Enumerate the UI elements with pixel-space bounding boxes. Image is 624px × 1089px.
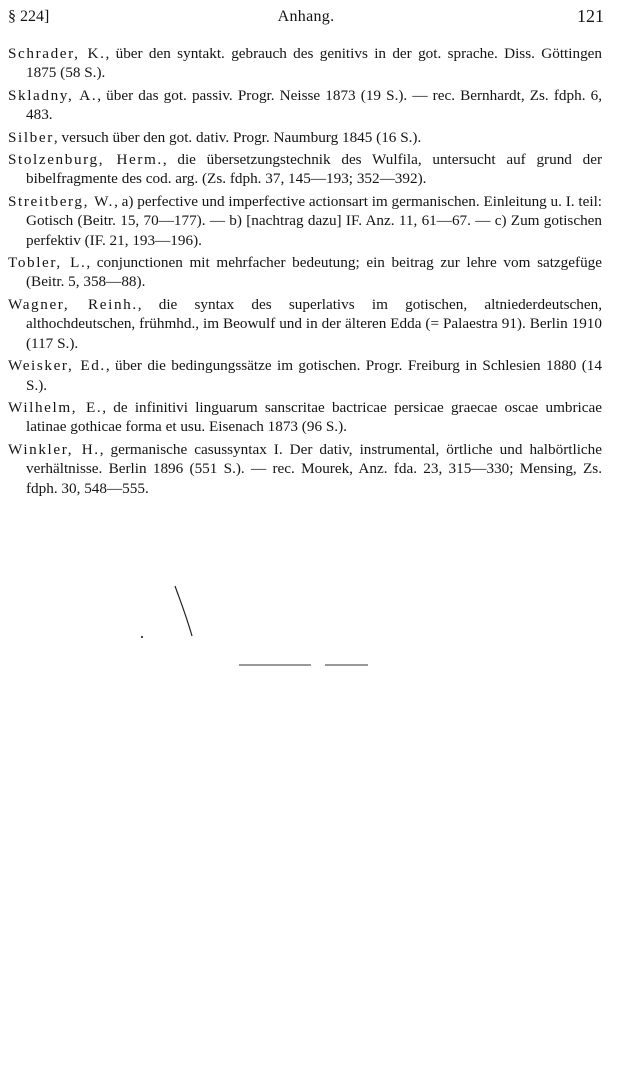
entry-text: , a) perfective und imperfective actionsart im germanischen. Einleitung u. I. teil: Gotisch (Beitr. 15, 70—177). — b) [nachtrag dazu] IF. Anz. 11, 61—67. — c) Zum gotischen perfektiv (IF. 21, 193—196). (26, 192, 603, 249)
ink-dot-mark (141, 636, 143, 638)
entry-author: Tobler, L. (8, 254, 87, 272)
bibliography-entry (8, 128, 602, 147)
entry-author: Winkler, H. (8, 440, 100, 458)
bibliography-entry (8, 192, 602, 250)
bibliography-entry (8, 440, 602, 498)
entry-author: Skladny, A. (8, 86, 98, 104)
bibliography-list (8, 44, 602, 501)
bibliography-entry (8, 44, 602, 83)
bibliography-entry (8, 86, 602, 125)
entry-text: , über den syntakt. gebrauch des genitivs in der got. sprache. Diss. Göttingen 1875 (58 S.). (26, 45, 602, 82)
pen-stroke-mark (175, 586, 192, 636)
entry-text: , die übersetzungstechnik des Wulfila, untersucht auf grund der bibelfragmente des cod. arg. (Zs. fdph. 37, 145—193; 352—392). (26, 151, 603, 188)
bibliography-entry (8, 295, 602, 353)
section-reference: § 224] (8, 8, 50, 25)
entry-author: Wagner, Reinh. (8, 295, 138, 313)
page-number: 121 (577, 6, 604, 26)
entry-text: , über das got. passiv. Progr. Neisse 1873 (19 S.). — rec. Bernhardt, Zs. fdph. 6, 483. (26, 86, 602, 124)
entry-text: , über die bedingungssätze im gotischen. Progr. Freiburg in Schlesien 1880 (14 S.). (26, 357, 602, 394)
entry-author: Streitberg, W. (8, 192, 115, 210)
entry-text: , germanische casussyntax I. Der dativ, instrumental, örtliche und halbörtliche verhältnisse. Berlin 1896 (551 S.). — rec. Mourek, Anz. fda. 23, 315—330; Mensing, Zs. fdph. 30, 548—555. (26, 440, 602, 497)
bibliography-entry (8, 150, 602, 189)
entry-text: , versuch über den got. dativ. Progr. Naumburg 1845 (16 S.). (53, 128, 422, 146)
entry-text: , die syntax des superlativs im gotischen, altniederdeutschen, althochdeutschen, frühmhd., im Beowulf und in der älteren Edda (= Palaestra 91). Berlin 1910 (117 S.). (26, 295, 602, 352)
entry-author: Silber (8, 128, 54, 146)
entry-author: Schrader, K. (8, 45, 106, 62)
page-header (8, 6, 604, 30)
entry-author: Stolzenburg, Herm. (8, 151, 163, 169)
entry-text: , de infinitivi linguarum sanscritae bactricae persicae graecae oscae umbricae latinae gothicae forma et usu. Eisenach 1873 (96 S.). (26, 398, 602, 436)
bibliography-entry (8, 398, 602, 437)
entry-author: Wilhelm, E. (8, 398, 103, 416)
bibliography-entry (8, 253, 602, 292)
entry-text: , conjunctionen mit mehrfacher bedeutung; ein beitrag zur lehre vom satzgefüge (Beitr. 5, 358—88). (26, 254, 602, 291)
bibliography-entry (8, 356, 602, 395)
running-title: Anhang. (277, 8, 335, 25)
entry-author: Weisker, Ed. (8, 357, 106, 375)
